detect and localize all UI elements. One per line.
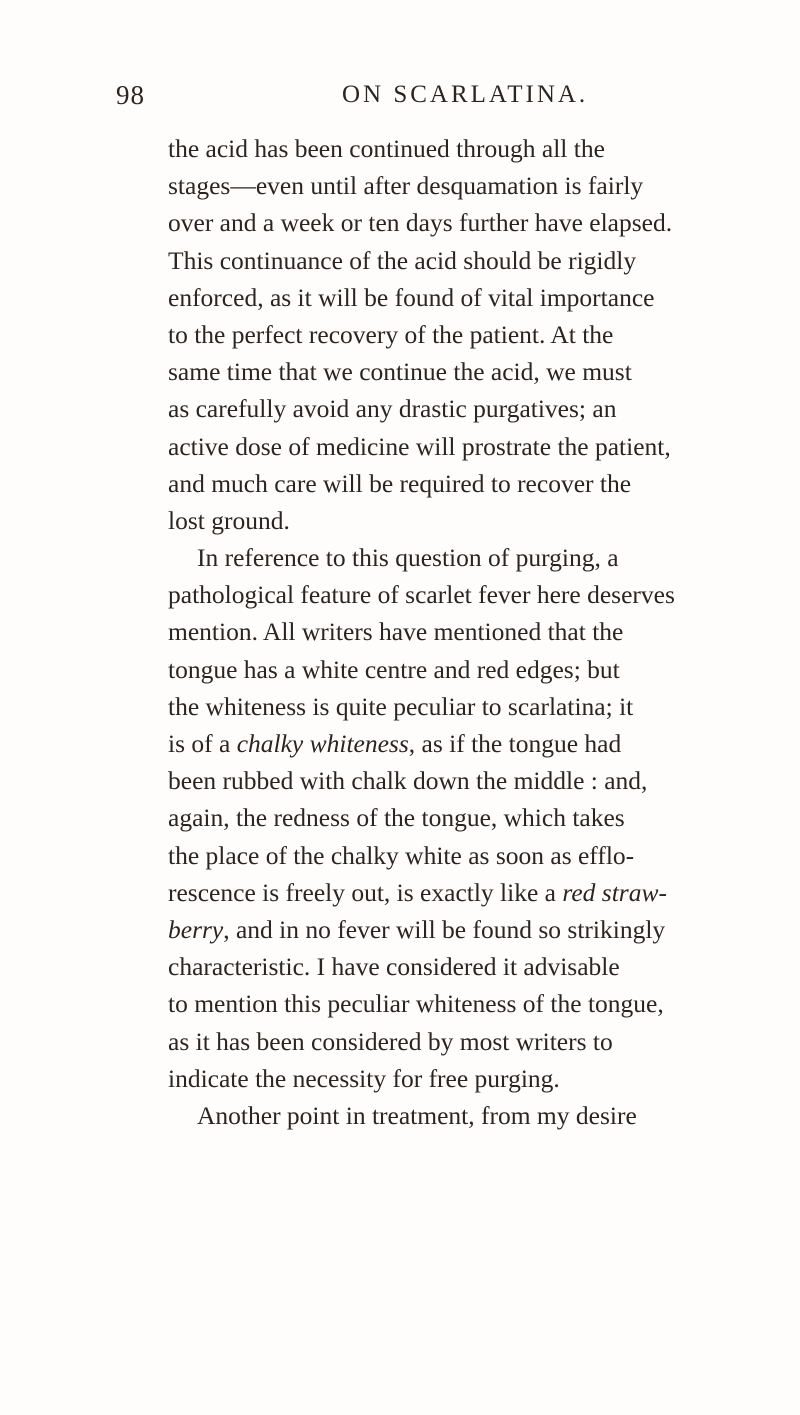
text-line: the acid has been continued through all the: [168, 134, 605, 163]
text-line: This continuance of the acid should be rigidly: [168, 245, 637, 275]
text-line: same time that we continue the acid, we must: [168, 357, 632, 387]
text-line: over and a week or ten days further have elapsed.: [168, 208, 673, 238]
italic-phrase: red straw-: [562, 877, 667, 907]
italic-phrase: chalky whiteness: [236, 729, 409, 758]
text-line: as it has been considered by most writers to: [168, 1026, 613, 1056]
page-number: 98: [116, 80, 145, 110]
text-line: the whiteness is quite peculiar to scarlatina; it: [168, 691, 634, 721]
text-run: is of a: [168, 729, 237, 758]
running-head: [0, 80, 800, 120]
text-line: the place of the chalky white as soon as efflo-: [168, 840, 635, 870]
text-line-with-italic: [168, 911, 798, 948]
text-line: characteristic. I have considered it advisable: [168, 952, 620, 982]
running-title: ON SCARLATINA.: [342, 81, 589, 108]
text-line: active dose of medicine will prostrate the patient,: [168, 431, 671, 461]
text-line: and much care will be required to recover the: [168, 468, 632, 498]
paragraph-start-line: In reference to this question of purging, a: [197, 543, 619, 573]
text-line: again, the redness of the tongue, which takes: [168, 803, 625, 833]
text-line: lost ground.: [168, 505, 290, 535]
text-line: mention. All writers have mentioned that the: [168, 617, 624, 647]
text-line: to mention this peculiar whiteness of the tongue,: [168, 989, 664, 1019]
text-run: , as if the tongue had: [408, 729, 622, 758]
text-line-with-italic: [168, 725, 798, 762]
italic-phrase: berry: [168, 914, 224, 944]
text-line: stages—even until after desquamation is fairly: [168, 171, 644, 201]
text-run: , and in no fever will be found so strikingly: [223, 914, 666, 944]
text-line: as carefully avoid any drastic purgatives; an: [168, 394, 617, 424]
text-run: rescence is freely out, is exactly like a: [168, 877, 563, 907]
text-line-with-italic: [168, 874, 798, 911]
paragraph-start-line: Another point in treatment, from my desire: [197, 1100, 637, 1130]
text-line: been rubbed with chalk down the middle : and,: [168, 766, 648, 796]
text-line: tongue has a white centre and red edges; but: [168, 654, 620, 684]
text-line: enforced, as it will be found of vital importance: [168, 282, 655, 312]
text-line: pathological feature of scarlet fever here deserves: [168, 580, 675, 610]
text-line: indicate the necessity for free purging.: [168, 1063, 560, 1093]
body-text: [168, 130, 798, 1134]
text-line: to the perfect recovery of the patient. At the: [168, 319, 614, 349]
